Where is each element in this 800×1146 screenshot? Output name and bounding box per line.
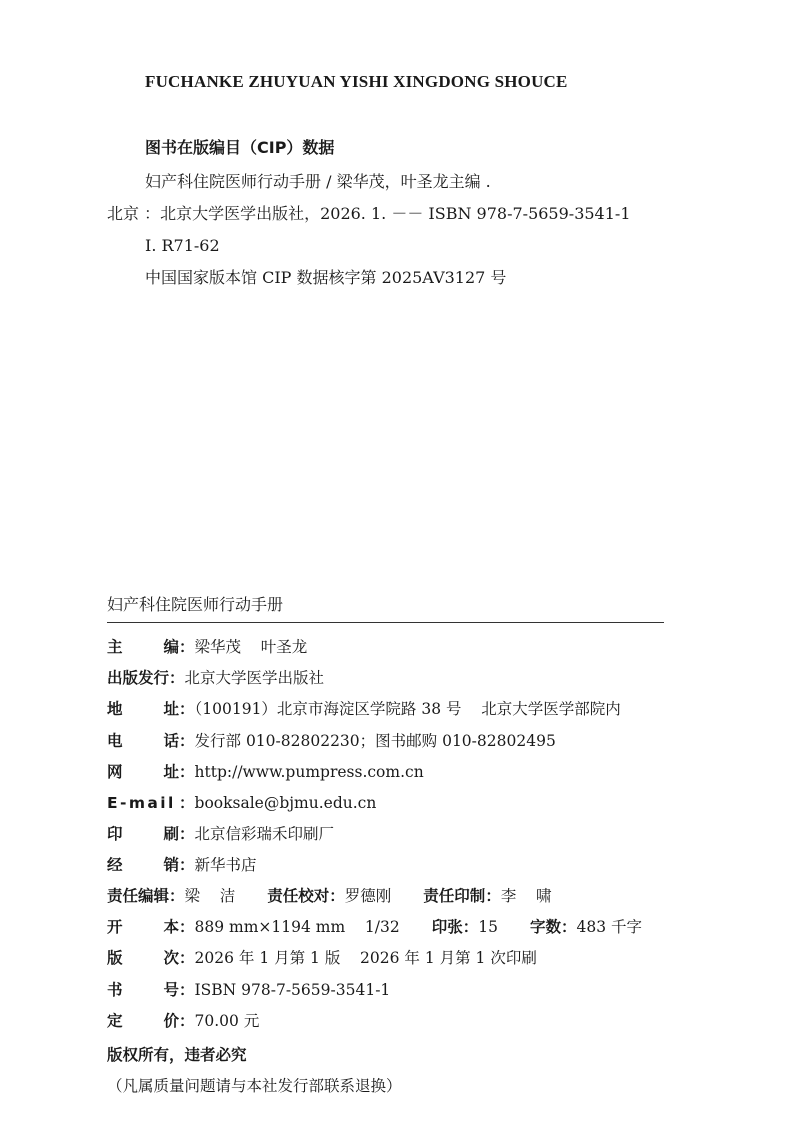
phone-label-b: 话 bbox=[163, 732, 179, 750]
editor-colon: ： bbox=[179, 638, 195, 656]
format-row bbox=[107, 917, 642, 937]
responsible-proofreader-colon: ： bbox=[329, 887, 345, 905]
distributor-colon: ： bbox=[179, 856, 195, 874]
cip-publication-line: 北京 ：北京大学医学出版社，2026. 1. －－ ISBN 978-7-5659-3541-1 bbox=[107, 204, 631, 223]
address-label-a: 地 bbox=[107, 700, 123, 718]
publisher-colon: ： bbox=[169, 669, 185, 687]
website-row bbox=[107, 762, 424, 782]
responsibility-row bbox=[107, 886, 552, 906]
responsible-editor-colon: ： bbox=[169, 887, 185, 905]
address-colon: ： bbox=[179, 700, 195, 718]
cip-title-line: 妇产科住院医师行动手册 / 梁华茂，叶圣龙主编 . bbox=[145, 172, 491, 191]
isbn-label-b: 号 bbox=[163, 981, 179, 999]
phone-label-a: 电 bbox=[107, 732, 123, 750]
cip-number-line: 中国国家版本馆 CIP 数据核字第 2025AV3127 号 bbox=[145, 268, 507, 287]
publisher-label: 出版发行 bbox=[107, 669, 170, 687]
printer-value: 北京信彩瑞禾印刷厂 bbox=[194, 825, 335, 843]
format-label-a: 开 bbox=[107, 918, 123, 936]
phone-value: 发行部 010-82802230；图书邮购 010-82802495 bbox=[194, 732, 556, 750]
sheets-colon: ： bbox=[462, 918, 479, 936]
phone-row bbox=[107, 731, 556, 751]
responsible-editor-label: 责任编辑 bbox=[107, 887, 170, 905]
word-count-label: 字数 bbox=[529, 918, 561, 936]
edition-colon: ： bbox=[179, 949, 195, 967]
edition-label-a: 版 bbox=[107, 949, 123, 967]
price-label-a: 定 bbox=[107, 1012, 123, 1030]
divider bbox=[107, 622, 664, 623]
pinyin-title: FUCHANKE ZHUYUAN YISHI XINGDONG SHOUCE bbox=[145, 72, 568, 91]
printer-colon: ： bbox=[179, 825, 195, 843]
website-label-b: 址 bbox=[163, 763, 179, 781]
distributor-label-a: 经 bbox=[107, 856, 123, 874]
price-row bbox=[107, 1011, 259, 1031]
publisher-row bbox=[107, 668, 324, 688]
isbn-label-a: 书 bbox=[107, 981, 123, 999]
responsible-proofreader-value: 罗德刚 bbox=[344, 887, 392, 905]
responsible-printing-value: 李 啸 bbox=[500, 887, 552, 905]
printer-label-a: 印 bbox=[107, 825, 123, 843]
printer-label-b: 刷 bbox=[163, 825, 179, 843]
email-label: E-mail bbox=[107, 794, 176, 812]
editor-row bbox=[107, 637, 307, 657]
edition-label-b: 次 bbox=[163, 949, 179, 967]
isbn-row bbox=[107, 980, 390, 1000]
responsible-proofreader-label: 责任校对 bbox=[267, 887, 330, 905]
cip-block bbox=[0, 0, 800, 300]
responsible-printing-colon: ： bbox=[485, 887, 501, 905]
printer-row bbox=[107, 824, 334, 844]
copyright-notice: 版权所有，违者必究 bbox=[107, 1046, 247, 1064]
price-label-b: 价 bbox=[163, 1012, 179, 1030]
format-colon: ： bbox=[179, 918, 195, 936]
edition-row bbox=[107, 948, 537, 968]
isbn-colon: ： bbox=[179, 981, 195, 999]
word-count-value: 483 千字 bbox=[576, 918, 643, 936]
edition-value: 2026 年 1 月第 1 版 2026 年 1 月第 1 次印刷 bbox=[194, 949, 537, 967]
website-colon: ： bbox=[179, 763, 195, 781]
colophon-book-title: 妇产科住院医师行动手册 bbox=[107, 595, 284, 614]
website-label-a: 网 bbox=[107, 763, 123, 781]
address-value: （100191）北京市海淀区学院路 38 号 北京大学医学部院内 bbox=[194, 700, 621, 718]
return-notice: （凡属质量问题请与本社发行部联系退换） bbox=[107, 1077, 402, 1095]
cip-classification-line: Ⅰ. R71-62 bbox=[145, 236, 220, 255]
publisher-value: 北京大学医学出版社 bbox=[184, 669, 325, 687]
address-row bbox=[107, 699, 621, 719]
editor-value: 梁华茂 叶圣龙 bbox=[194, 638, 308, 656]
distributor-value: 新华书店 bbox=[194, 856, 257, 874]
sheets-label: 印张 bbox=[431, 918, 463, 936]
word-count-colon: ： bbox=[560, 918, 577, 936]
phone-colon: ： bbox=[179, 732, 195, 750]
format-value: 889 mm×1194 mm 1/32 bbox=[194, 918, 400, 936]
email-colon: ： bbox=[179, 794, 195, 812]
sheets-value: 15 bbox=[478, 918, 498, 936]
editor-label-a: 主 bbox=[107, 638, 123, 656]
isbn-value: ISBN 978-7-5659-3541-1 bbox=[194, 981, 391, 999]
price-colon: ： bbox=[179, 1012, 195, 1030]
responsible-printing-label: 责任印制 bbox=[423, 887, 486, 905]
distributor-row bbox=[107, 855, 257, 875]
email-row bbox=[107, 793, 376, 813]
cip-heading: 图书在版编目（CIP）数据 bbox=[145, 138, 335, 157]
website-value: http://www.pumpress.com.cn bbox=[194, 763, 424, 781]
address-label-b: 址 bbox=[163, 700, 179, 718]
price-value: 70.00 元 bbox=[194, 1012, 260, 1030]
responsible-editor-value: 梁 洁 bbox=[184, 887, 236, 905]
distributor-label-b: 销 bbox=[163, 856, 179, 874]
editor-label-b: 编 bbox=[163, 638, 179, 656]
email-value: booksale@bjmu.edu.cn bbox=[194, 794, 377, 812]
format-label-b: 本 bbox=[163, 918, 179, 936]
